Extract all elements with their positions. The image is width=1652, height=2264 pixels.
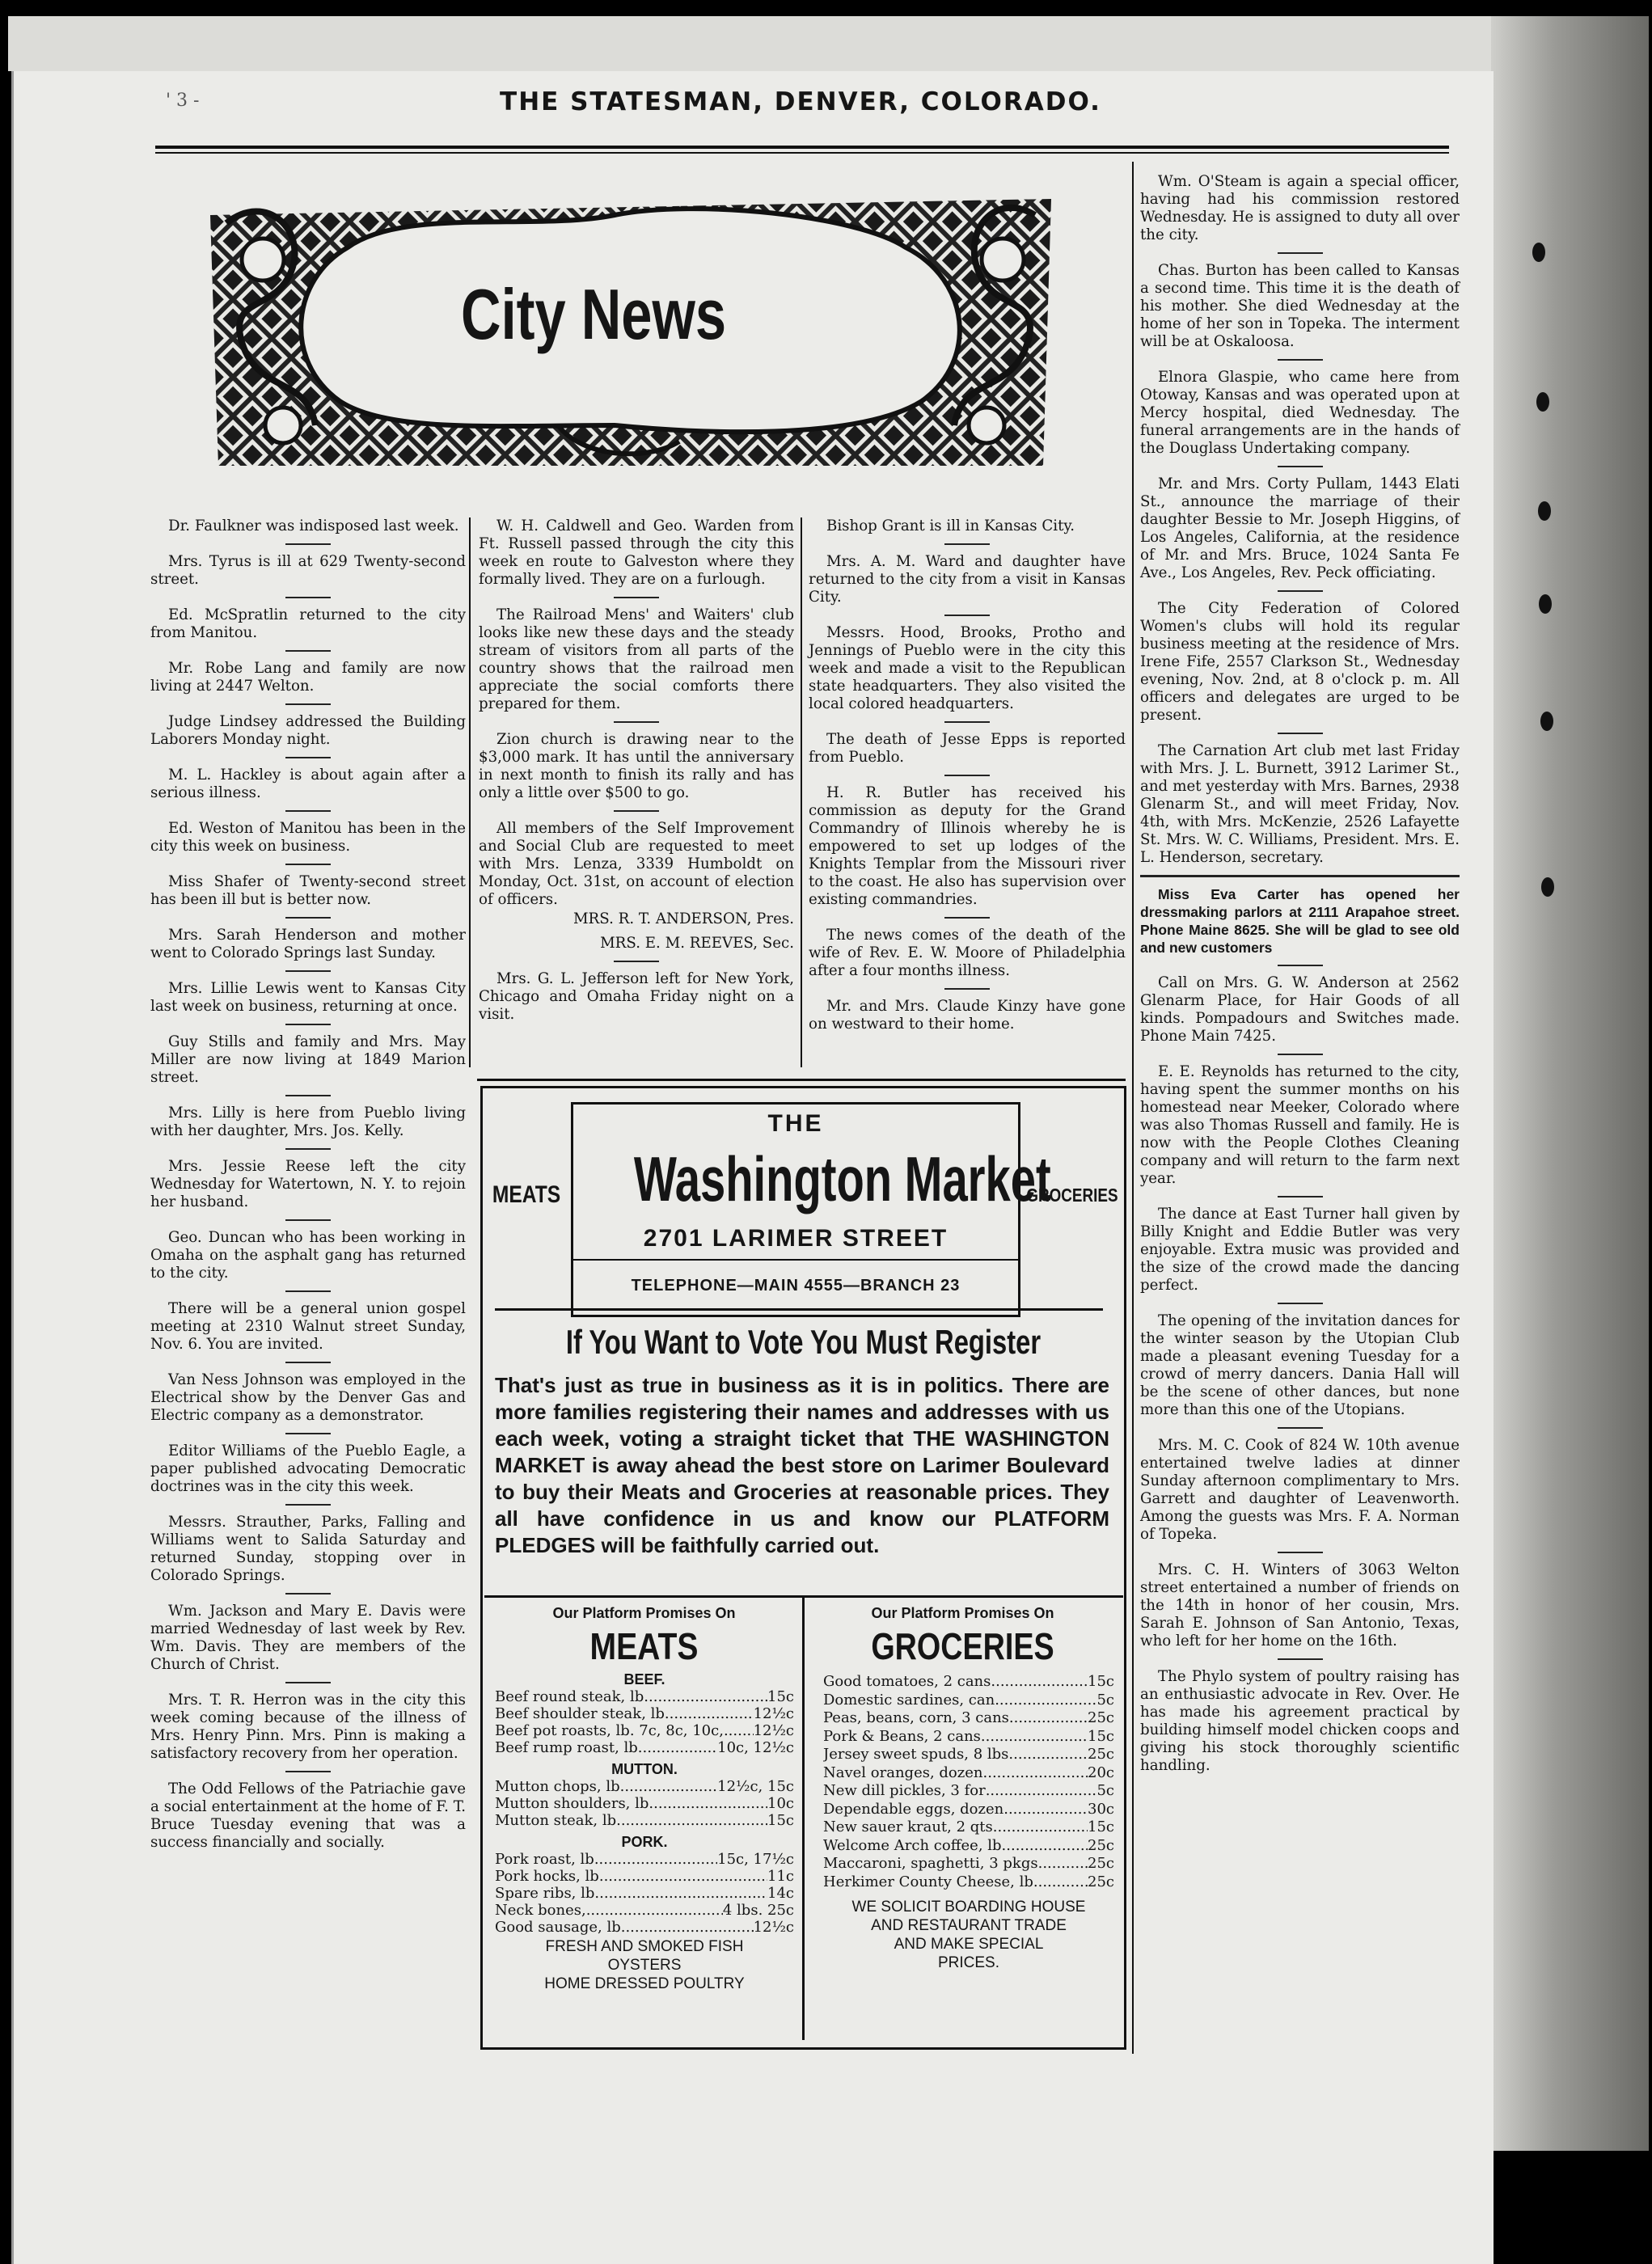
item-name: Beef pot roasts, lb. 7c, 8c, 10c, <box>495 1722 724 1739</box>
item-name: Mutton chops, lb <box>495 1778 620 1795</box>
news-item: Mr. and Mrs. Claude Kinzy have gone on westward to their home. <box>809 998 1126 1033</box>
price-row <box>495 1902 794 1919</box>
news-column-4 <box>1140 173 1460 1781</box>
mutton-title: MUTTON. <box>611 1761 678 1777</box>
binding-hole <box>1539 594 1552 614</box>
news-item: Call on Mrs. G. W. Anderson at 2562 Glenarm Place, for Hair Goods of all kinds. Pompadours and Switches made. Phone Main 7425. <box>1140 974 1460 1045</box>
item-name: Mutton steak, lb <box>495 1812 617 1829</box>
news-item: All members of the Self Improvement and Social Club are requested to meet with Mrs. Lenza, 3339 Humboldt on Monday, Oct. 31st, on account of election of officers. <box>479 820 794 908</box>
item-price: 25c <box>1088 1709 1114 1726</box>
beef-title: BEEF. <box>623 1671 665 1687</box>
news-item: Messrs. Hood, Brooks, Protho and Jennings of Pueblo were in the city this week and made a visit to the Republican state headquarters. They also visited the local colored headquarters. <box>809 624 1126 712</box>
news-item: Bishop Grant is ill in Kansas City. <box>826 517 1075 534</box>
item-price: 12½c, 15c <box>717 1778 794 1795</box>
news-item: Mrs. Lillie Lewis went to Kansas City last week on business, returning at once. <box>150 980 466 1015</box>
item-price: 12½c <box>753 1705 794 1722</box>
groceries-footer-2: AND RESTAURANT TRADE <box>871 1917 1067 1934</box>
ad-telephone: TELEPHONE—MAIN 4555—BRANCH 23 <box>631 1277 961 1295</box>
price-row <box>495 1778 794 1795</box>
price-row <box>495 1812 794 1829</box>
item-price: 14c <box>767 1885 794 1902</box>
news-item: Miss Shafer of Twenty-second street has been ill but is better now. <box>150 873 466 908</box>
item-name: Pork roast, lb <box>495 1851 594 1868</box>
news-item: Mrs. Jessie Reese left the city Wednesday for Watertown, N. Y. to rejoin her husband. <box>150 1158 466 1210</box>
news-item: Dr. Faulkner was indisposed last week. <box>168 517 459 534</box>
price-row <box>823 1728 1114 1747</box>
page-number: ' 3 - <box>166 91 200 111</box>
meats-footer-3: HOME DRESSED POULTRY <box>544 1975 745 1992</box>
price-row <box>823 1764 1114 1783</box>
price-row <box>823 1746 1114 1764</box>
item-price: 15c <box>1088 1673 1114 1690</box>
news-item: Guy Stills and family and Mrs. May Miller are now living at 1849 Marion street. <box>150 1033 466 1086</box>
news-item: Messrs. Strauther, Parks, Falling and Williams went to Salida Saturday and returned Sunday, stopping over in Colorado Springs. <box>150 1514 466 1584</box>
ad-address: 2701 LARIMER STREET <box>643 1225 949 1252</box>
price-row <box>823 1782 1114 1801</box>
item-name: Good tomatoes, 2 cans <box>823 1673 991 1690</box>
column-rule <box>1132 162 1134 2054</box>
price-row <box>495 1688 794 1705</box>
price-row <box>495 1919 794 1936</box>
price-row <box>823 1837 1114 1856</box>
news-item: The news comes of the death of the wife of Rev. E. W. Moore of Philadelphia after a four months illness. <box>809 927 1126 979</box>
section-title: City News <box>461 274 727 354</box>
news-item: Mrs. M. C. Cook of 824 W. 10th avenue entertained twelve ladies at dinner Sunday afternoon complimentary to Mrs. Garrett and daughter of Leavenworth. Among the guests was Mrs. F. A. Norman of Topeka. <box>1140 1437 1460 1543</box>
news-item: Geo. Duncan who has been working in Omaha on the asphalt gang has returned to the city. <box>150 1229 466 1282</box>
groceries-footer-4: PRICES. <box>937 1954 1000 1971</box>
ad-the: THE <box>767 1110 824 1137</box>
price-row <box>495 1705 794 1722</box>
news-item: The Carnation Art club met last Friday with Mrs. J. L. Burnett, 3912 Larimer St., and met yesterday with Mrs. Barnes, 2938 Glenarm St., and will meet Friday, Nov. 4th, with Mrs. McKenzie, 2526 Lafayette St. Mrs. W. C. Williams, President. Mrs. E. L. Henderson, secretary. <box>1140 742 1460 866</box>
item-name: Beef rump roast, lb <box>495 1739 638 1756</box>
news-item: H. R. Butler has received his commission as deputy for the Grand Commandry of Illinois whereby he is empowered to set up lodges of the Knights Templar from the Missouri river to the coast. He also has supervision over existing commandries. <box>809 784 1126 908</box>
news-item: The City Federation of Colored Women's clubs will hold its regular business meeting at the residence of Mrs. Irene Fife, 2557 Clarkson St., Wednesday evening, Nov. 2nd, at 8 o'clock p. m. All officers and delegates are urged to be present. <box>1140 600 1460 724</box>
news-item: Mrs. Lilly is here from Pueblo living with her daughter, Mrs. Jos. Kelly. <box>150 1105 466 1139</box>
pork-title: PORK. <box>621 1834 668 1850</box>
item-price: 10c <box>767 1795 794 1812</box>
news-item: Mrs. C. H. Winters of 3063 Welton street entertained a number of friends on the 14th in honor of her cousin, Mrs. Sarah E. Johnson of San Antonio, Texas, who left for her home on the 16th. <box>1140 1561 1460 1649</box>
ad-header-rule <box>573 1259 1018 1261</box>
ad-headline: If You Want to Vote You Must Register <box>565 1323 1041 1361</box>
item-price: 20c <box>1088 1763 1114 1781</box>
item-price: 15c <box>1088 1818 1114 1835</box>
price-row <box>823 1709 1114 1728</box>
binding-hole <box>1538 501 1551 521</box>
masthead-title: THE STATESMAN, DENVER, COLORADO. <box>500 87 1101 116</box>
signature-secretary: MRS. E. M. REEVES, Sec. <box>600 935 794 952</box>
news-item: Mr. Robe Lang and family are now living at 2447 Welton. <box>150 660 466 695</box>
price-row <box>823 1692 1114 1710</box>
news-item: Judge Lindsey addressed the Building Laborers Monday night. <box>150 713 466 748</box>
price-row <box>823 1855 1114 1873</box>
dressmaking-notice: Miss Eva Carter has opened her dressmaking parlors at 2111 Arapahoe street. Phone Maine 8625. She will be glad to see old and new customers <box>1140 886 1460 956</box>
item-name: New sauer kraut, 2 qts <box>823 1818 993 1835</box>
price-row <box>823 1673 1114 1692</box>
item-name: Pork & Beans, 2 cans <box>823 1727 981 1745</box>
news-item: Zion church is drawing near to the $3,000 mark. It has until the anniversary in next month to finish its rally and has only a little over $500 to go. <box>479 731 794 801</box>
item-price: 15c <box>767 1688 794 1705</box>
news-item: Mrs. Tyrus is ill at 629 Twenty-second street. <box>150 553 466 588</box>
news-item: Mrs. G. L. Jefferson left for New York, Chicago and Omaha Friday night on a visit. <box>479 970 794 1023</box>
price-row <box>823 1873 1114 1892</box>
news-item: M. L. Hackley is about again after a serious illness. <box>150 767 466 801</box>
binding-hole <box>1536 392 1549 412</box>
item-name: Beef round steak, lb <box>495 1688 644 1705</box>
item-price: 15c, 17½c <box>717 1851 794 1868</box>
price-row <box>495 1722 794 1739</box>
price-row <box>495 1868 794 1885</box>
news-column-3 <box>809 517 1126 1040</box>
item-price: 5c <box>1096 1691 1114 1709</box>
binding-hole <box>1532 243 1545 262</box>
paper-right-edge <box>1491 16 1649 2151</box>
ad-store-name: Washington Market <box>633 1143 1051 1214</box>
item-price: 4 lbs. 25c <box>722 1902 794 1919</box>
item-price: 15c <box>1088 1727 1114 1745</box>
item-name: Good sausage, lb <box>495 1919 621 1936</box>
news-item: Van Ness Johnson was employed in the Electrical show by the Denver Gas and Electric company as a demonstrator. <box>150 1371 466 1424</box>
item-name: Neck bones, <box>495 1902 586 1919</box>
item-price: 15c <box>767 1812 794 1829</box>
item-name: Mutton shoulders, lb <box>495 1795 649 1812</box>
ad-meats-label: MEATS <box>492 1181 561 1208</box>
item-name: Navel oranges, dozen <box>823 1763 983 1781</box>
meats-footer-2: OYSTERS <box>607 1957 682 1974</box>
item-name: Dependable eggs, dozen <box>823 1800 1004 1818</box>
column-rule <box>801 517 802 1067</box>
news-item: Editor Williams of the Pueblo Eagle, a paper published advocating Democratic doctrines was in the city this week. <box>150 1442 466 1495</box>
signature-president: MRS. R. T. ANDERSON, Pres. <box>572 910 794 927</box>
news-item: The Railroad Mens' and Waiters' club looks like new these days and the steady stream of visitors from all parts of the country shows that the railroad men appreciate the social comforts there prepared for them. <box>479 606 794 712</box>
news-item: The Phylo system of poultry raising has an enthusiastic advocate in Rev. Over. He has made his agreement practical by building himself model chicken coops and giving his stock thoroughly scientific handling. <box>1140 1668 1460 1774</box>
masthead-rule <box>155 146 1449 149</box>
news-item: Ed. McSpratlin returned to the city from Manitou. <box>150 606 466 641</box>
item-price: 12½c <box>753 1919 794 1936</box>
item-price: 5c <box>1096 1782 1114 1799</box>
ad-top-rule <box>477 1079 1126 1081</box>
masthead-rule-thin <box>155 152 1449 154</box>
item-price: 25c <box>1088 1746 1114 1763</box>
item-price: 11c <box>767 1868 794 1885</box>
ad-middle-rule <box>802 1597 805 2040</box>
news-item: Mr. and Mrs. Corty Pullam, 1443 Elati St., announce the marriage of their daughter Bessie to Mr. Joseph Higgins, of Los Angeles, California, at the residence of Mr. and Mrs. Bruce, 1024 Santa Fe Ave., Los Angeles, Rev. Peck officiating. <box>1140 475 1460 581</box>
meats-header: Our Platform Promises On <box>552 1605 736 1621</box>
news-column-1 <box>150 517 466 1858</box>
news-item: Wm. O'Steam is again a special officer, having had his commission restored Wednesday. He is assigned to duty all over the city. <box>1140 173 1460 243</box>
item-name: Jersey sweet spuds, 8 lbs <box>823 1746 1009 1763</box>
item-price: 25c <box>1088 1836 1114 1854</box>
news-item: Chas. Burton has been called to Kansas a second time. This time it is the death of his mother. She died Wednesday at the home of her son in Topeka. The interment will be at Oskaloosa. <box>1140 262 1460 350</box>
news-item: E. E. Reynolds has returned to the city, having spent the summer months on his homestead near Meeker, Colorado where was also Thomas Russell and family. He is now with the People Clothes Cleaning company and will return to the farm next year. <box>1140 1063 1460 1187</box>
news-item: The Odd Fellows of the Patriachie gave a social entertainment at the home of F. T. Bruce Tuesday evening that was a success financially and socially. <box>150 1780 466 1851</box>
groceries-footer-3: AND MAKE SPECIAL <box>894 1936 1044 1953</box>
news-item: The dance at East Turner hall given by Billy Knight and Eddie Butler was very enjoyable. Extra music was provided and the size of the crowd made the dancing perfect. <box>1140 1206 1460 1294</box>
price-row <box>495 1885 794 1902</box>
washington-market-ad <box>480 1086 1126 2050</box>
item-name: Domestic sardines, can <box>823 1691 995 1709</box>
item-name: Spare ribs, lb <box>495 1885 595 1902</box>
item-name: Pork hocks, lb <box>495 1868 599 1885</box>
item-name: Maccaroni, spaghetti, 3 pkgs <box>823 1855 1038 1872</box>
news-item: W. H. Caldwell and Geo. Warden from Ft. Russell passed through the city this week en route to Galveston where they formally lived. They are on a furlough. <box>479 517 794 588</box>
price-row <box>495 1795 794 1812</box>
news-item: Mrs. Sarah Henderson and mother went to Colorado Springs last Sunday. <box>150 927 466 961</box>
news-item: The opening of the invitation dances for the winter season by the Utopian Club made a pleasant evening Tuesday for a crowd of merry dancers. Dania Hall will be the scene of other dances, but none more than this one of the Utopians. <box>1140 1312 1460 1418</box>
item-price: 25c <box>1088 1855 1114 1872</box>
news-item: Mrs. A. M. Ward and daughter have returned to the city from a visit in Kansas City. <box>809 553 1126 606</box>
groceries-footer-1: WE SOLICIT BOARDING HOUSE <box>851 1899 1086 1916</box>
meats-price-list <box>495 1671 794 1993</box>
item-name: Beef shoulder steak, lb <box>495 1705 665 1722</box>
item-name: New dill pickles, 3 for <box>823 1782 986 1799</box>
news-item: There will be a general union gospel meeting at 2310 Walnut street Sunday, Nov. 6. You are invited. <box>150 1300 466 1353</box>
news-column-2 <box>479 517 794 1030</box>
item-price: 30c <box>1088 1800 1114 1818</box>
price-row <box>495 1739 794 1756</box>
binding-hole <box>1541 877 1554 897</box>
item-name: Welcome Arch coffee, lb <box>823 1836 1002 1854</box>
item-price: 25c <box>1088 1873 1114 1890</box>
price-row <box>823 1818 1114 1837</box>
news-item: Elnora Glaspie, who came here from Otoway, Kansas and was operated upon at Mercy hospital, died Wednesday. The funeral arrangements are in the hands of the Douglass Undertaking company. <box>1140 369 1460 457</box>
ad-divider <box>495 1308 1103 1311</box>
meats-title: MEATS <box>589 1625 699 1667</box>
groceries-title: GROCERIES <box>871 1625 1054 1667</box>
news-item: The death of Jesse Epps is reported from Pueblo. <box>809 731 1126 766</box>
news-item: Mrs. T. R. Herron was in the city this week coming because of the illness of Mrs. Henry Pinn. Mrs. Pinn is making a satisfactory recovery from her operation. <box>150 1692 466 1762</box>
price-row <box>823 1801 1114 1819</box>
news-item: Ed. Weston of Manitou has been in the city this week on business. <box>150 820 466 855</box>
ad-groceries-label: GROCERIES <box>1026 1185 1118 1206</box>
meats-footer-1: FRESH AND SMOKED FISH <box>545 1938 744 1955</box>
column-rule <box>469 517 471 1067</box>
item-name: Peas, beans, corn, 3 cans <box>823 1709 1009 1726</box>
item-price: 12½c <box>753 1722 794 1739</box>
price-row <box>495 1851 794 1868</box>
item-name: Herkimer County Cheese, lb <box>823 1873 1033 1890</box>
news-item: Wm. Jackson and Mary E. Davis were married Wednesday of last week by Rev. Wm. Davis. They are members of the Church of Christ. <box>150 1603 466 1673</box>
groceries-header: Our Platform Promises On <box>871 1605 1054 1621</box>
paper-top-edge <box>8 16 1491 71</box>
binding-hole <box>1540 712 1553 731</box>
ad-body: That's just as true in business as it is in politics. There are more families registering their names and addresses with us each week, voting a straight ticket that THE WASHINGTON MARKET is away ahead the best store on Larimer Boulevard to buy their Meats and Groceries at reasonable prices. They all have confidence in us and know our PLATFORM PLEDGES will be faithfully carried out. <box>495 1373 1109 1557</box>
groceries-price-list <box>823 1673 1114 1972</box>
item-price: 10c, 12½c <box>717 1739 794 1756</box>
